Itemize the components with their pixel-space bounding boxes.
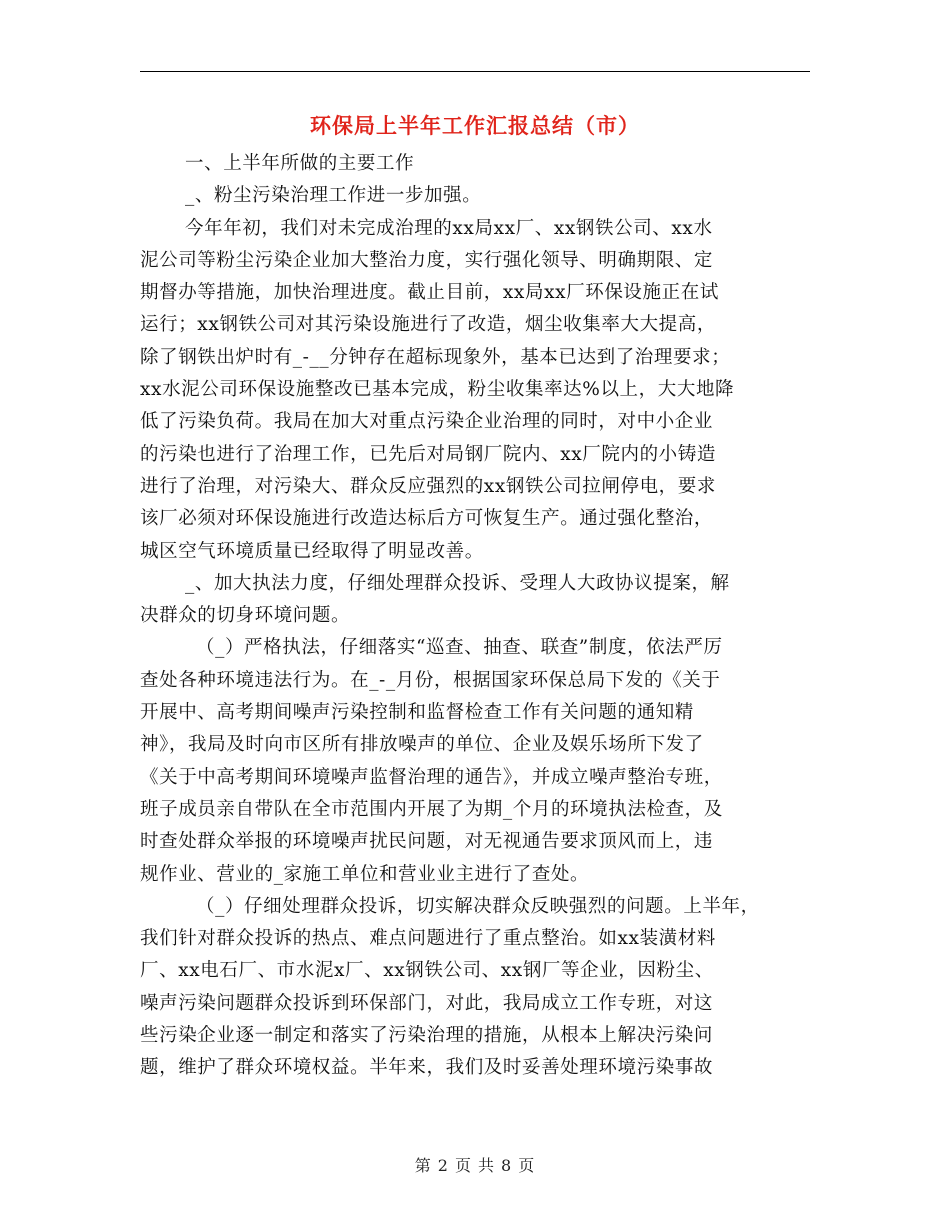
paragraph-line: （_）仔细处理群众投诉，切实解决群众反映强烈的问题。上半年， bbox=[196, 895, 760, 917]
paragraph-line: 规作业、营业的_家施工单位和营业业主进行了查处。 bbox=[140, 863, 590, 885]
total-page-number: 8 bbox=[501, 1156, 513, 1175]
paragraph-line: 进行了治理，对污染大、群众反应强烈的xx钢铁公司拉闸停电，要求 bbox=[140, 475, 716, 497]
paragraph-line: 噪声污染问题群众投诉到环保部门，对此，我局成立工作专班，对这 bbox=[140, 992, 714, 1014]
paragraph-line: 神》，我局及时向市区所有排放噪声的单位、企业及娱乐场所下发了 bbox=[140, 734, 704, 756]
paragraph-line: 城区空气环境质量已经取得了明显改善。 bbox=[140, 540, 484, 562]
paragraph-line: 除了钢铁出炉时有_-__分钟存在超标现象外，基本已达到了治理要求； bbox=[140, 346, 731, 368]
paragraph-line: 我们针对群众投诉的热点、难点问题进行了重点整治。如xx装潢材料 bbox=[140, 928, 716, 950]
footer-total-word: 共 bbox=[478, 1156, 496, 1175]
paragraph-line: 查处各种环境违法行为。在_-_月份，根据国家环保总局下发的《关于 bbox=[140, 669, 721, 691]
paragraph-line: （_）严格执法，仔细落实“巡查、抽查、联查”制度，依法严厉 bbox=[196, 637, 723, 659]
document-title: 环保局上半年工作汇报总结（市） bbox=[310, 114, 640, 138]
paragraph-line: 题，维护了群众环境权益。半年来，我们及时妥善处理环境污染事故 bbox=[140, 1057, 714, 1079]
paragraph-line: xx水泥公司环保设施整改已基本完成，粉尘收集率达%以上，大大地降 bbox=[140, 379, 735, 401]
paragraph-line: 厂、xx电石厂、市水泥x厂、xx钢铁公司、xx钢厂等企业，因粉尘、 bbox=[140, 960, 714, 982]
paragraph-line: 今年年初，我们对未完成治理的xx局xx厂、xx钢铁公司、xx水 bbox=[185, 217, 713, 239]
page-footer bbox=[0, 1153, 950, 1176]
header-rule bbox=[140, 71, 810, 72]
paragraph-line: 泥公司等粉尘污染企业加大整治力度，实行强化领导、明确期限、定 bbox=[140, 249, 714, 271]
paragraph-line: 开展中、高考期间噪声污染控制和监督检查工作有关问题的通知精 bbox=[140, 702, 694, 724]
current-page-number: 2 bbox=[437, 1156, 449, 1175]
paragraph-line: 《关于中高考期间环境噪声监督治理的通告》，并成立噪声整治专班， bbox=[140, 766, 723, 788]
paragraph-line: 期督办等措施，加快治理进度。截止目前，xx局xx厂环保设施正在试 bbox=[140, 282, 719, 304]
subsection-heading: _、加大执法力度，仔细处理群众投诉、受理人大政协议提案，解 bbox=[185, 572, 730, 594]
section-heading: 一、上半年所做的主要工作 bbox=[185, 153, 415, 174]
paragraph-line: 时查处群众举报的环境噪声扰民问题，对无视通告要求顶风而上，违 bbox=[140, 831, 714, 853]
paragraph-line: 些污染企业逐一制定和落实了污染治理的措施，从根本上解决污染问 bbox=[140, 1025, 714, 1047]
document-body bbox=[140, 148, 810, 1085]
paragraph-line: 班子成员亲自带队在全市范围内开展了为期_个月的环境执法检查，及 bbox=[140, 798, 723, 820]
subsection-heading: _、粉尘污染治理工作进一步加强。 bbox=[185, 185, 482, 207]
paragraph-line: 的污染也进行了治理工作，已先后对局钢厂院内、xx厂院内的小铸造 bbox=[140, 443, 716, 465]
paragraph-line: 低了污染负荷。我局在加大对重点污染企业治理的同时，对中小企业 bbox=[140, 411, 714, 433]
footer-page-word: 页 bbox=[454, 1156, 472, 1175]
paragraph-line: 运行；xx钢铁公司对其污染设施进行了改造，烟尘收集率大大提高， bbox=[140, 314, 716, 336]
footer-suffix: 页 bbox=[518, 1156, 536, 1175]
footer-prefix: 第 bbox=[414, 1156, 432, 1175]
paragraph-line: 该厂必须对环保设施进行改造达标后方可恢复生产。通过强化整治， bbox=[140, 508, 714, 530]
paragraph-line: 决群众的切身环境问题。 bbox=[140, 605, 351, 627]
